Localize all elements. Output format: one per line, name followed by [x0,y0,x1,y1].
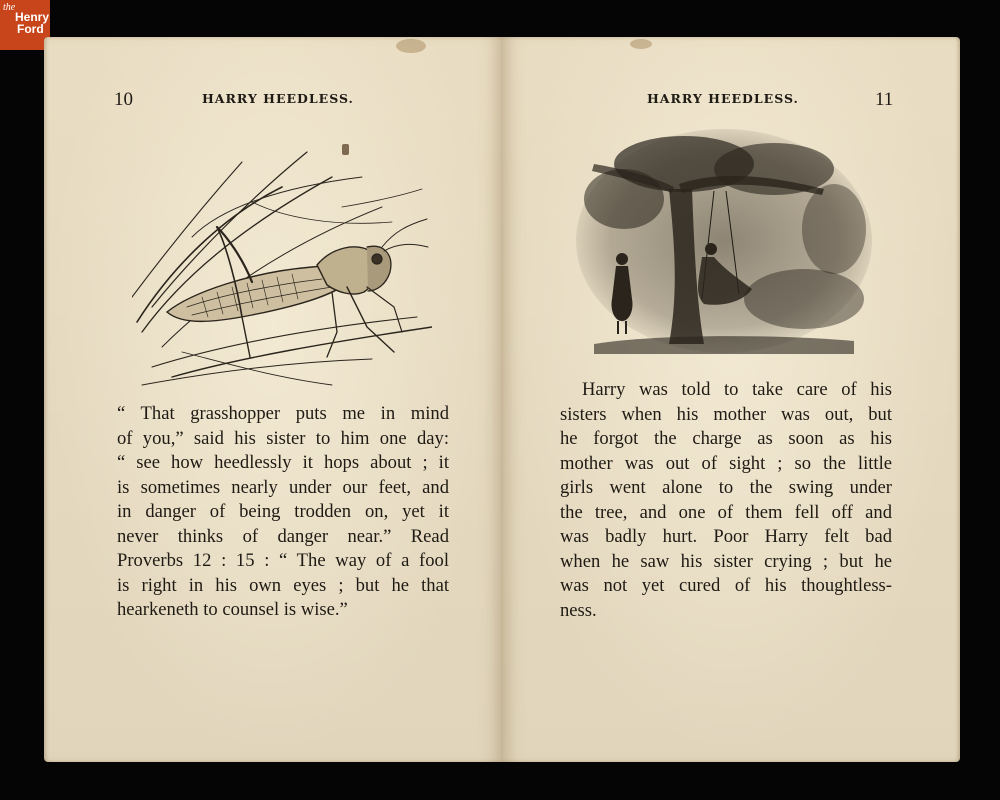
stain-mark [630,39,652,49]
text-line: ness. [560,599,597,621]
right-page-text [560,378,892,623]
left-page-text [117,402,449,623]
text-line: is right in his own eyes ; but he that [117,574,449,596]
text-line: girls went alone to the swing under [560,477,892,498]
text-line: he forgot the charge as soon as his [560,428,892,449]
page-number-left: 10 [114,89,133,110]
right-page [502,37,960,762]
text-line: never thinks of danger near.” Read [117,525,449,547]
logo-ford: Ford [17,22,44,36]
text-line: sisters when his mother was out, but [560,403,892,425]
running-head-right: HARRY HEEDLESS. [647,91,799,106]
henry-ford-logo [0,0,50,50]
stain-mark [396,39,426,53]
text-line: the tree, and one of them fell off and [560,501,892,523]
text-line: was badly hurt. Poor Harry felt bad [560,526,892,547]
text-line: when he saw his sister crying ; but he [560,550,892,572]
running-head-left: HARRY HEEDLESS. [202,91,354,106]
text-line: mother was out of sight ; so the little [560,452,892,474]
text-line: in danger of being trodden on, yet it [117,501,449,522]
grasshopper-illustration [132,147,432,387]
text-line: “ That grasshopper puts me in mind [117,403,449,424]
text-line: hearkeneth to counsel is wise.” [117,599,348,620]
text-line: Harry was told to take care of his [582,379,892,400]
logo-henry: Henry [15,10,50,24]
page-number-right: 11 [875,89,894,110]
swing-illustration [574,129,874,359]
left-page [44,37,502,762]
text-line: “ see how heedlessly it hops about ; it [117,452,449,473]
logo-the: the [3,2,16,13]
text-line: Proverbs 12 : 15 : “ The way of a fool [117,550,449,571]
text-line: was not yet cured of his thoughtless- [560,575,892,596]
text-line: is sometimes nearly under our feet, and [117,476,449,498]
text-line: of you,” said his sister to him one day: [117,427,449,449]
open-book [44,37,960,762]
